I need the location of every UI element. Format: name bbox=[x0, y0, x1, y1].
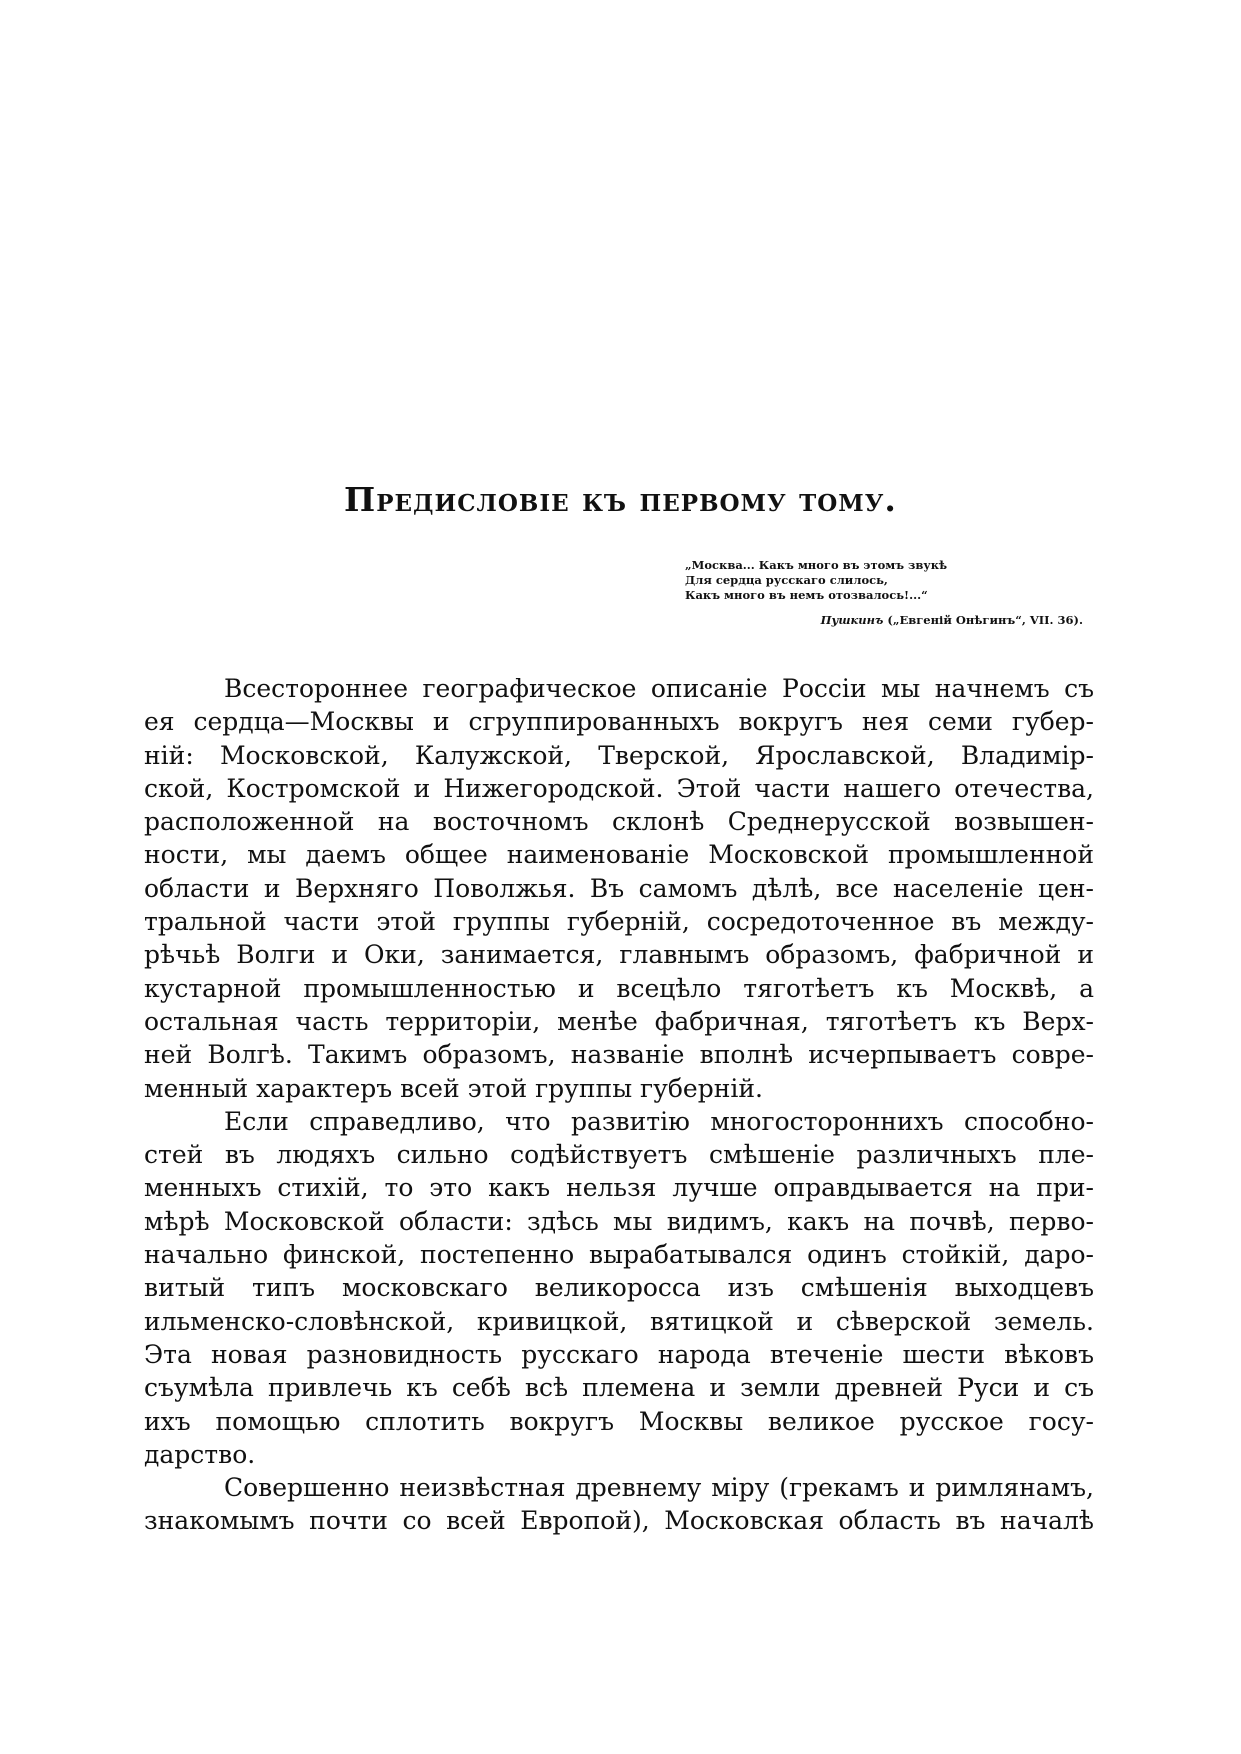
text-line: съумѣла привлечь къ себѣ всѣ племена и земли древней Руси и съ bbox=[144, 1373, 1094, 1403]
text-line: области и Верхняго Поволжья. Въ самомъ дѣлѣ, все населеніе цен- bbox=[144, 873, 1094, 903]
epigraph-source: („Евгеній Онѣгинъ“, VII. 36). bbox=[883, 613, 1083, 627]
text-line: ильменско-словѣнской, кривицкой, вятицкой и сѣверской земель. bbox=[144, 1306, 1094, 1336]
text-line: Совершенно неизвѣстная древнему міру (грекамъ и римлянамъ, bbox=[224, 1473, 1094, 1503]
text-line: менныхъ стихій, то это какъ нельзя лучше оправдывается на при- bbox=[144, 1173, 1094, 1203]
epigraph bbox=[685, 558, 1085, 628]
body-text bbox=[144, 672, 1094, 1538]
text-line: кустарной промышленностью и всецѣло тяготѣетъ къ Москвѣ, а bbox=[144, 973, 1094, 1003]
text-line: тральной части этой группы губерній, сосредоточенное въ между- bbox=[144, 907, 1094, 937]
text-line: начально финской, постепенно вырабатывался одинъ стойкій, даро- bbox=[144, 1240, 1094, 1270]
epigraph-line: Для сердца русскаго слилось, bbox=[685, 573, 888, 587]
text-line: ея сердца—Москвы и сгруппированныхъ вокругъ нея семи губер- bbox=[144, 707, 1094, 737]
text-line: Всестороннее географическое описаніе Россіи мы начнемъ съ bbox=[224, 674, 1094, 703]
epigraph-attribution bbox=[685, 613, 1085, 628]
epigraph-line: Какъ много въ немъ отозвалось!...“ bbox=[685, 588, 928, 602]
text-line: ской, Костромской и Нижегородской. Этой части нашего отечества, bbox=[144, 773, 1094, 803]
text-line: расположенной на восточномъ склонѣ Среднерусской возвышен- bbox=[144, 807, 1094, 837]
text-line: знакомымъ почти со всей Европой), Московская область въ началѣ bbox=[144, 1506, 1094, 1536]
chapter-title: Предисловіе къ первому тому. bbox=[344, 480, 897, 519]
text-line: мѣрѣ Московской области: здѣсь мы видимъ, какъ на почвѣ, перво- bbox=[144, 1206, 1094, 1236]
text-line: витый типъ московскаго великоросса изъ смѣшенія выходцевъ bbox=[144, 1273, 1094, 1303]
text-line: ній: Московской, Калужской, Тверской, Ярославской, Владимір- bbox=[144, 740, 1094, 770]
text-line: менный характеръ всей этой группы губерній. bbox=[144, 1073, 763, 1103]
text-line: Эта новая разновидность русскаго народа втеченіе шести вѣковъ bbox=[144, 1339, 1094, 1369]
epigraph-line: „Москва... Какъ много въ этомъ звукѣ bbox=[685, 558, 948, 572]
text-line: рѣчьѣ Волги и Оки, занимается, главнымъ образомъ, фабричной и bbox=[144, 940, 1094, 970]
text-line: ней Волгѣ. Такимъ образомъ, названіе вполнѣ исчерпываетъ совре- bbox=[144, 1040, 1094, 1070]
text-line: дарство. bbox=[144, 1439, 256, 1469]
text-line: стей въ людяхъ сильно содѣйствуетъ смѣшеніе различныхъ пле- bbox=[144, 1140, 1094, 1170]
text-line: ности, мы даемъ общее наименованіе Московской промышленной bbox=[144, 840, 1094, 870]
text-line: остальная часть территоріи, менѣе фабричная, тяготѣетъ къ Верх- bbox=[144, 1006, 1094, 1036]
text-line: Если справедливо, что развитію многостороннихъ способно- bbox=[224, 1106, 1094, 1136]
text-line: ихъ помощью сплотить вокругъ Москвы великое русское госу- bbox=[144, 1406, 1094, 1436]
epigraph-author: Пушкинъ bbox=[820, 613, 884, 627]
